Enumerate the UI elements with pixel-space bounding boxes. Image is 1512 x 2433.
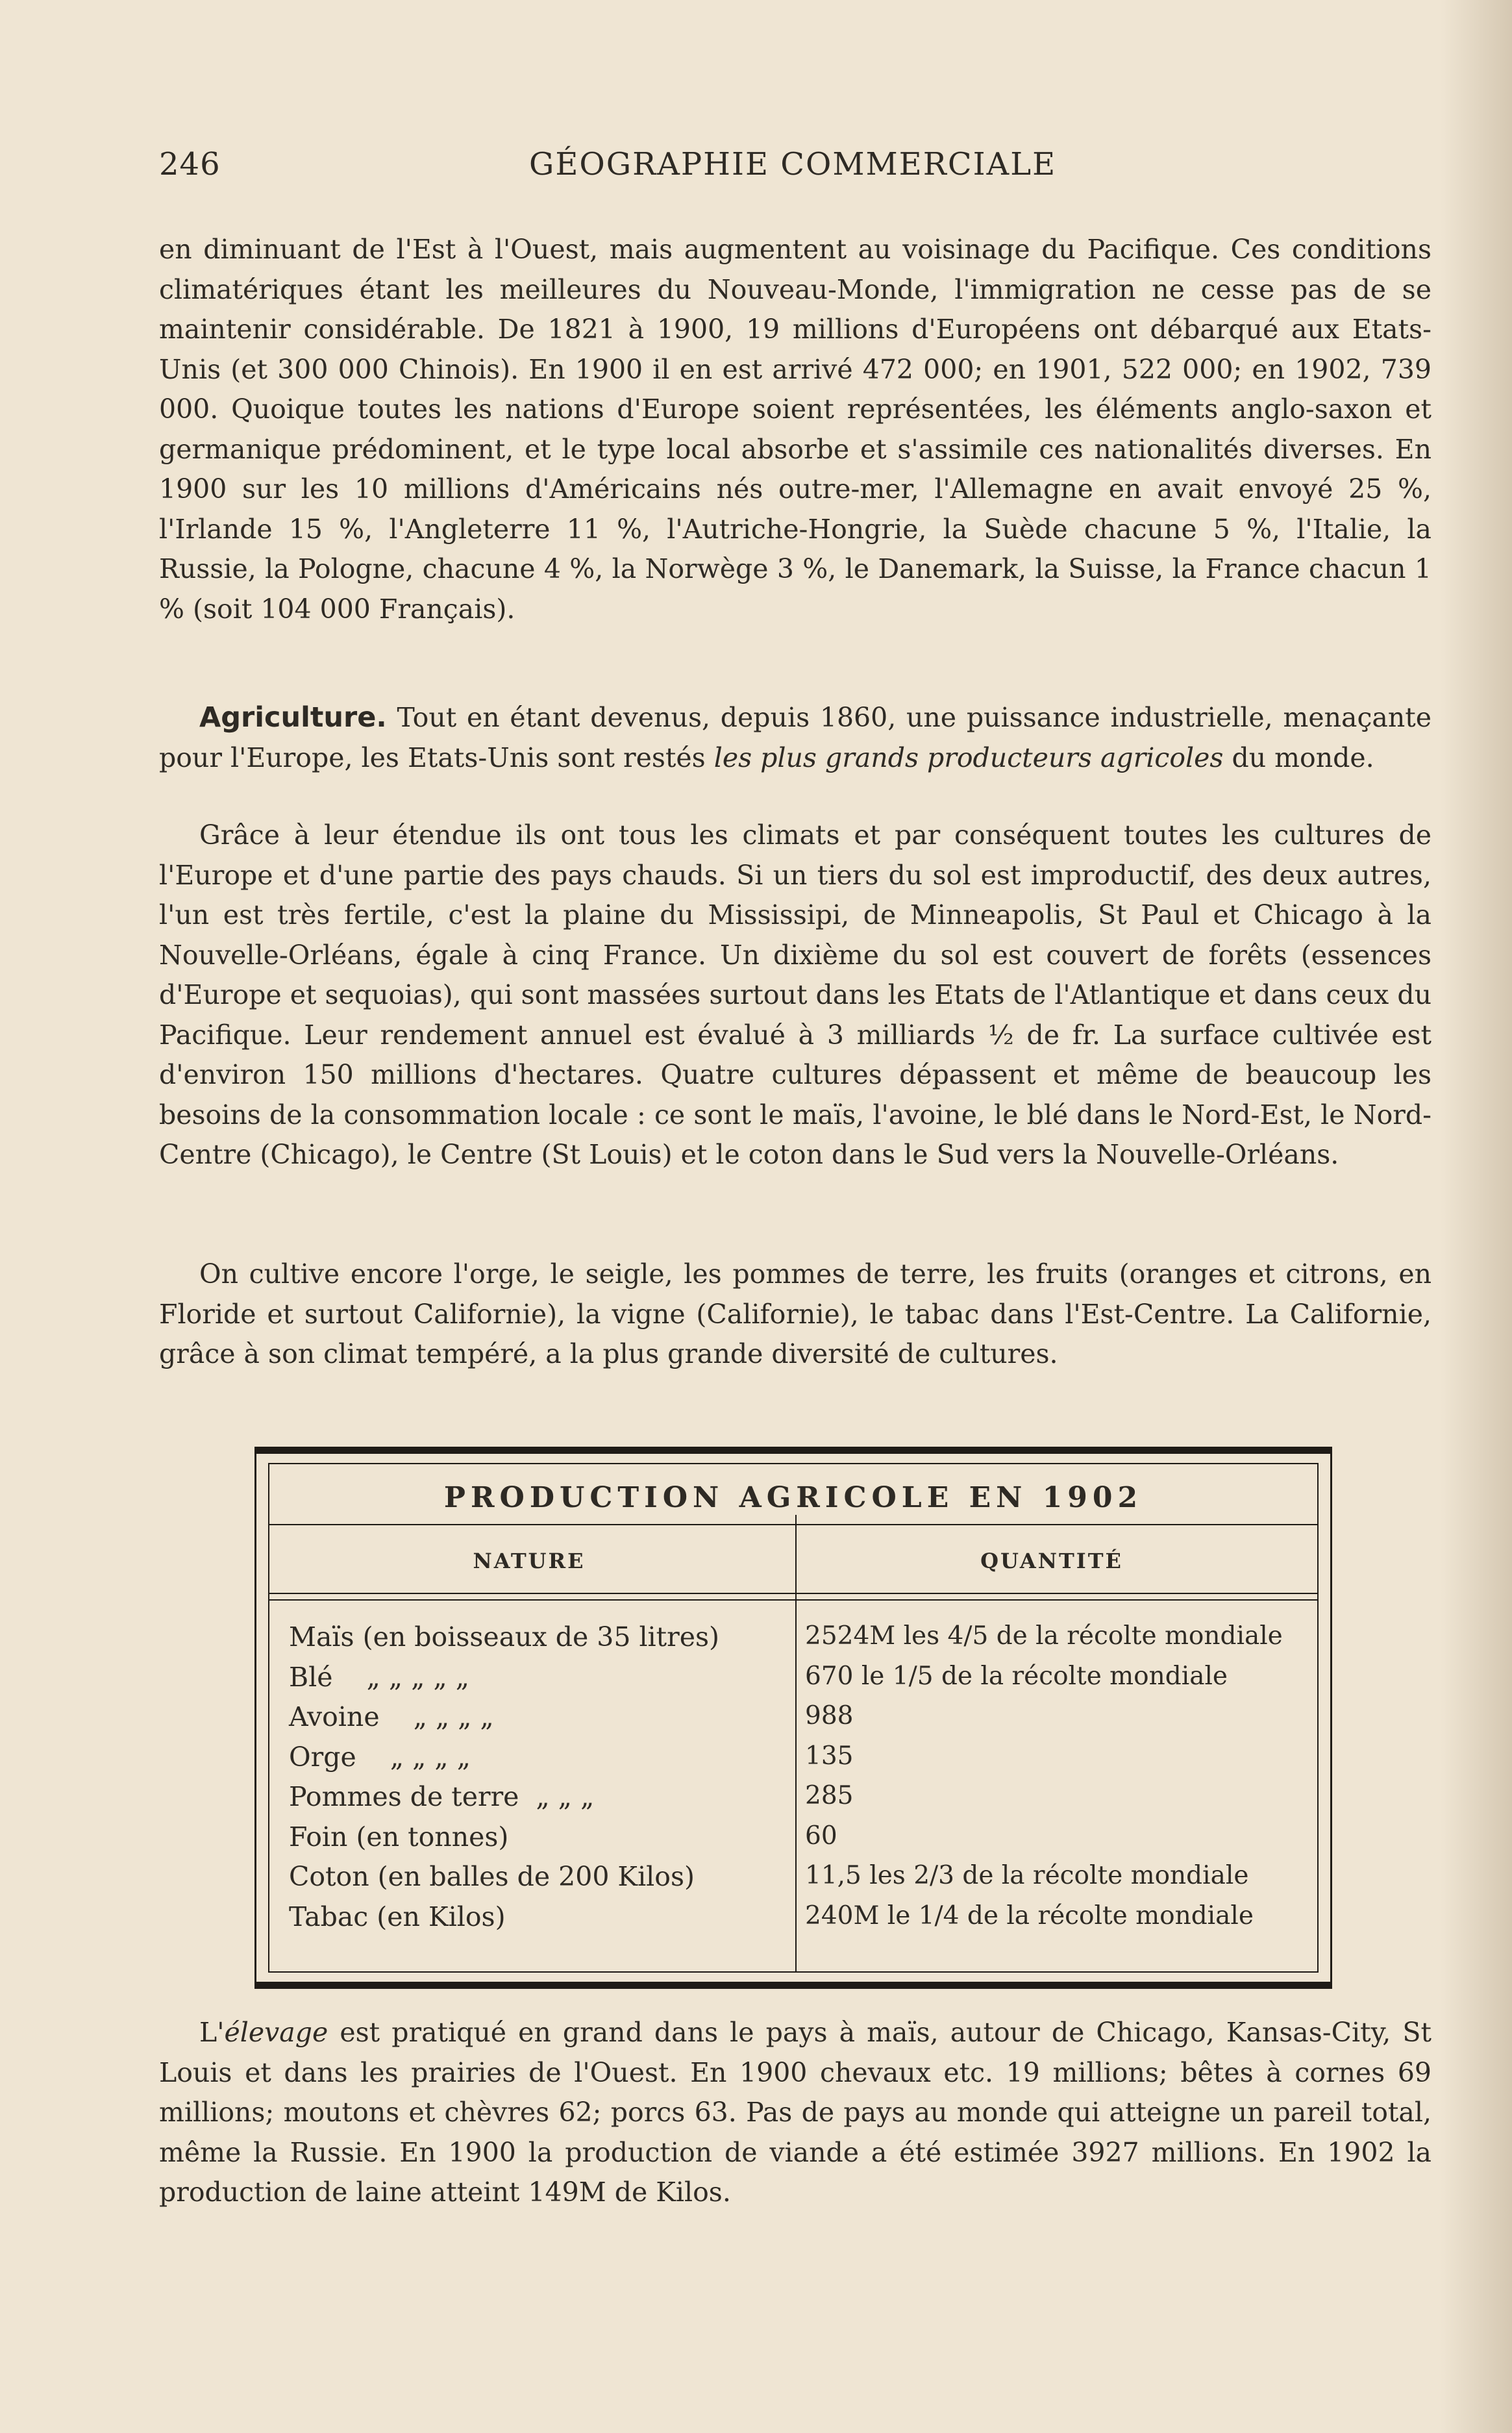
page-edge-shadow: [1441, 0, 1512, 2433]
table-row: [256, 1821, 1330, 1862]
table-row: [256, 1662, 1330, 1702]
cell-quantity: 135: [805, 1741, 854, 1771]
cell-nature: [289, 1701, 789, 1732]
cell-quantity: 988: [805, 1701, 854, 1730]
table-row: [256, 1781, 1330, 1821]
running-title: GÉOGRAPHIE COMMERCIALE: [529, 146, 1057, 182]
section-heading-agriculture: Agriculture.: [199, 701, 387, 734]
paragraph-text: du monde.: [1223, 742, 1374, 773]
column-header-quantity: QUANTITÉ: [980, 1549, 1123, 1573]
ditto-marks: „ „ „ „ „: [366, 1661, 469, 1693]
cell-quantity: 285: [805, 1781, 854, 1810]
cell-quantity: 2524M les 4/5 de la récolte mondiale: [805, 1621, 1283, 1651]
table-title: PRODUCTION AGRICOLE EN 1902: [443, 1481, 1143, 1514]
paragraph-agriculture-intro: [159, 698, 1431, 778]
emphasis-text: élevage: [224, 2017, 328, 2048]
emphasis-text: les plus grands producteurs agricoles: [713, 742, 1224, 773]
cell-nature: Foin (en tonnes): [289, 1821, 509, 1853]
ditto-marks: „ „ „ „: [413, 1701, 494, 1732]
cell-nature: [289, 1741, 789, 1773]
production-table: [254, 1447, 1332, 1989]
cell-quantity: 11,5 les 2/3 de la récolte mondiale: [805, 1861, 1249, 1890]
nature-label: Orge: [289, 1741, 356, 1773]
page-number: 246: [159, 146, 221, 182]
nature-label: Avoine: [289, 1701, 380, 1732]
column-header-nature: NATURE: [473, 1549, 586, 1573]
table-row: [256, 1901, 1330, 1941]
nature-label: Blé: [289, 1661, 333, 1693]
table-row: [256, 1741, 1330, 1782]
cell-nature: [289, 1662, 789, 1693]
table-row: [256, 1701, 1330, 1741]
paragraph-text: Tout en étant devenus, depuis 1860, une puissance industrielle, menaçante pour l'Europe, les Etats-Unis sont restés: [159, 702, 1431, 773]
table-divider: [269, 1593, 1317, 1594]
paragraph-cultures: Grâce à leur étendue ils ont tous les climats et par conséquent toutes les cultures de l'Europe et d'une partie des pays chauds. Si un tiers du sol est improductif, des deux autres, l'un est très fertile, c'est la plaine du Mississipi, de Minneapolis, St Paul et Chicago à la Nouvelle-Orléans, égale à cinq France. Un dixième du sol est couvert de forêts (essences d'Europe et sequoias), qui sont massées surtout dans les Etats de l'Atlantique et dans ceux du Pacifique. Leur rendement annuel est évalué à 3 milliards ½ de fr. La surface cultivée est d'environ 150 millions d'hectares. Quatre cultures dépassent et même de beaucoup les besoins de la consommation locale : ce sont le maïs, l'avoine, le blé dans le Nord-Est, le Nord-Centre (Chicago), le Centre (St Louis) et le coton dans le Sud vers la Nouvelle-Orléans.: [159, 819, 1431, 1170]
cell-nature: Coton (en balles de 200 Kilos): [289, 1861, 695, 1892]
table-row: [256, 1861, 1330, 1901]
cell-quantity: 60: [805, 1821, 837, 1851]
paragraph-other-cultures: On cultive encore l'orge, le seigle, les pommes de terre, les fruits (oranges et citrons, en Floride et surtout Californie), la vigne (Californie), le tabac dans l'Est-Centre. La Californie, grâce à son climat tempéré, a la plus grande diversité de cultures.: [159, 1258, 1431, 1369]
cell-nature: [289, 1781, 789, 1812]
cell-nature: Maïs (en boisseaux de 35 litres): [289, 1621, 720, 1653]
table-body: [256, 1621, 1330, 1941]
ditto-marks: „ „ „: [536, 1781, 595, 1812]
paragraph-immigration: en diminuant de l'Est à l'Ouest, mais augmentent au voisinage du Pacifique. Ces conditions climatériques étant les meilleures du Nouveau-Monde, l'immigration ne cesse pas de se maintenir considérable. De 1821 à 1900, 19 millions d'Européens ont débarqué aux Etats-Unis (et 300 000 Chinois). En 1900 il en est arrivé 472 000; en 1901, 522 000; en 1902, 739 000. Quoique toutes les nations d'Europe soient représentées, les éléments anglo-saxon et germanique prédominent, et le type local absorbe et s'assimile ces nationalités diverses. En 1900 sur les 10 millions d'Américains nés outre-mer, l'Allemagne en avait envoyé 25 %, l'Irlande 15 %, l'Angleterre 11 %, l'Autriche-Hongrie, la Suède chacune 5 %, l'Italie, la Russie, la Pologne, chacune 4 %, la Norwège 3 %, le Danemark, la Suisse, la France chacun 1 % (soit 104 000 Français).: [159, 234, 1431, 625]
cell-quantity: 240M le 1/4 de la récolte mondiale: [805, 1901, 1254, 1930]
page-header: [159, 146, 1431, 192]
table-divider: [269, 1599, 1317, 1601]
nature-label: Pommes de terre: [289, 1781, 519, 1812]
paragraph-text: L': [199, 2017, 225, 2048]
ditto-marks: „ „ „ „: [390, 1741, 471, 1773]
cell-nature: Tabac (en Kilos): [289, 1901, 506, 1932]
paragraph-elevage: [159, 2013, 1431, 2213]
table-row: [256, 1621, 1330, 1662]
cell-quantity: 670 le 1/5 de la récolte mondiale: [805, 1661, 1228, 1691]
paragraph-text: est pratiqué en grand dans le pays à maïs, autour de Chicago, Kansas-City, St Louis et dans les prairies de l'Ouest. En 1900 chevaux etc. 19 millions; bêtes à cornes 69 millions; moutons et chèvres 62; porcs 63. Pas de pays au monde qui atteigne un pareil total, même la Russie. En 1900 la production de viande a été estimée 3927 millions. En 1902 la production de laine atteint 149M de Kilos.: [159, 2017, 1431, 2208]
table-divider: [269, 1524, 1317, 1525]
